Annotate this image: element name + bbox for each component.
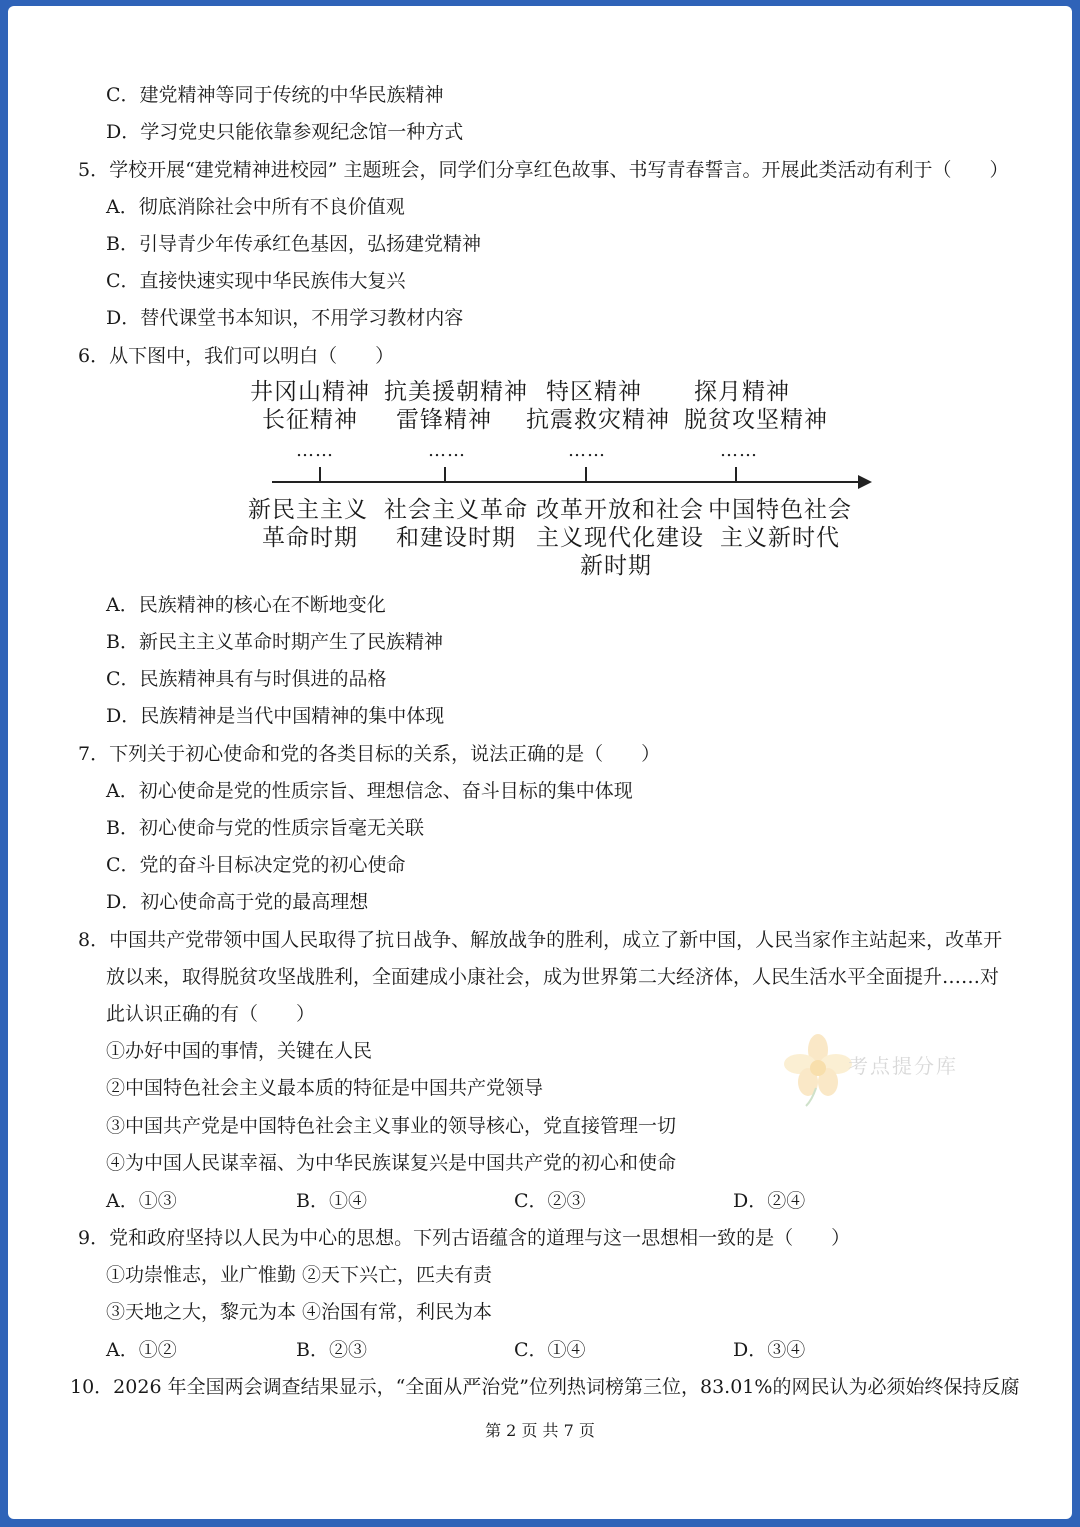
spirit-1-line2: 长征精神 [262, 407, 358, 433]
q5-option-d: D．替代课堂书本知识，不用学习教材内容 [106, 307, 464, 329]
q6-option-a: A．民族精神的核心在不断地变化 [106, 594, 386, 616]
q8-statement-1: ①办好中国的事情，关键在人民 [106, 1040, 373, 1062]
timeline-arrow-icon [858, 475, 872, 489]
q7-stem: 7．下列关于初心使命和党的各类目标的关系，说法正确的是（ ） [78, 743, 661, 765]
q9-statements-1-2: ①功崇惟志，业广惟勤 ②天下兴亡，匹夫有责 [106, 1264, 493, 1286]
q6-option-b: B．新民主主义革命时期产生了民族精神 [106, 631, 443, 653]
q9-option-a: A．①② [106, 1339, 177, 1361]
q8-option-a: A．①③ [106, 1190, 177, 1212]
spirit-2-line2: 雷锋精神 [396, 407, 492, 433]
spirit-4-line1: 探月精神 [694, 379, 790, 405]
q10-stem: 10．2026 年全国两会调查结果显示，“全面从严治党”位列热词榜第三位，83.01%的网民认为必须始终保持反腐 [70, 1376, 1020, 1398]
q7-option-a: A．初心使命是党的性质宗旨、理想信念、奋斗目标的集中体现 [106, 780, 633, 802]
timeline-tick [319, 467, 321, 482]
q7-option-b: B．初心使命与党的性质宗旨毫无关联 [106, 817, 424, 839]
period-2-line1: 社会主义革命 [384, 497, 528, 523]
timeline-tick [585, 467, 587, 482]
q9-statements-3-4: ③天地之大，黎元为本 ④治国有常，利民为本 [106, 1301, 493, 1323]
q5-option-c: C．直接快速实现中华民族伟大复兴 [106, 270, 406, 292]
q6-option-c: C．民族精神具有与时俱进的品格 [106, 668, 387, 690]
period-4-line2: 主义新时代 [720, 525, 840, 551]
q7-option-d: D．初心使命高于党的最高理想 [106, 891, 369, 913]
period-3-line2: 主义现代化建设 [536, 525, 704, 551]
spirit-3-dots: …… [568, 440, 606, 461]
q8-option-d: D．②④ [733, 1190, 806, 1212]
q9-option-b: B．②③ [296, 1339, 367, 1361]
q8-option-c: C．②③ [514, 1190, 586, 1212]
period-3-line1: 改革开放和社会 [536, 497, 704, 523]
period-2-line2: 和建设时期 [396, 525, 516, 551]
q6-stem: 6．从下图中，我们可以明白（ ） [78, 345, 395, 367]
q8-statement-3: ③中国共产党是中国特色社会主义事业的领导核心，党直接管理一切 [106, 1115, 677, 1137]
period-1-line2: 革命时期 [262, 525, 358, 551]
spirit-1-dots: …… [296, 440, 334, 461]
q5-option-a: A．彻底消除社会中所有不良价值观 [106, 196, 405, 218]
q8-statement-4: ④为中国人民谋幸福、为中华民族谋复兴是中国共产党的初心和使命 [106, 1152, 677, 1174]
period-3-line3: 新时期 [580, 553, 652, 579]
spirit-4-dots: …… [720, 440, 758, 461]
q4-option-d: D．学习党史只能依靠参观纪念馆一种方式 [106, 121, 464, 143]
exam-page [8, 6, 1072, 1519]
watermark-logo [778, 1028, 998, 1108]
q9-option-c: C．①④ [514, 1339, 586, 1361]
q8-stem-line3: 此认识正确的有（ ） [106, 1003, 316, 1025]
q4-option-c: C．建党精神等同于传统的中华民族精神 [106, 84, 444, 106]
spirit-timeline-diagram [238, 370, 878, 585]
timeline-axis [272, 481, 862, 483]
q5-option-b: B．引导青少年传承红色基因，弘扬建党精神 [106, 233, 481, 255]
q7-option-c: C．党的奋斗目标决定党的初心使命 [106, 854, 406, 876]
q9-stem: 9．党和政府坚持以人民为中心的思想。下列古语蕴含的道理与这一思想相一致的是（ ） [78, 1227, 851, 1249]
watermark-text: 考点提分库 [848, 1054, 958, 1078]
q8-statement-2: ②中国特色社会主义最本质的特征是中国共产党领导 [106, 1077, 544, 1099]
q8-option-b: B．①④ [296, 1190, 367, 1212]
spirit-3-line1: 特区精神 [546, 379, 642, 405]
spirit-4-line2: 脱贫攻坚精神 [684, 407, 828, 433]
q8-stem-line1: 8．中国共产党带领中国人民取得了抗日战争、解放战争的胜利，成立了新中国，人民当家作主站起来，改革开 [78, 929, 1003, 951]
timeline-tick [444, 467, 446, 482]
period-4-line1: 中国特色社会 [708, 497, 852, 523]
spirit-3-line2: 抗震救灾精神 [526, 407, 670, 433]
page-footer: 第 2 页 共 7 页 [485, 1421, 595, 1440]
spirit-1-line1: 井冈山精神 [250, 379, 370, 405]
q9-option-d: D．③④ [733, 1339, 806, 1361]
spirit-2-dots: …… [428, 440, 466, 461]
flower-icon [778, 1028, 858, 1108]
spirit-2-line1: 抗美援朝精神 [384, 379, 528, 405]
q5-stem: 5．学校开展“建党精神进校园” 主题班会，同学们分享红色故事、书写青春誓言。开展此类活动有利于（ ） [78, 159, 1009, 181]
q8-stem-line2: 放以来，取得脱贫攻坚战胜利，全面建成小康社会，成为世界第二大经济体，人民生活水平全面提升……对 [106, 966, 1000, 988]
period-1-line1: 新民主主义 [248, 497, 368, 523]
q6-option-d: D．民族精神是当代中国精神的集中体现 [106, 705, 445, 727]
timeline-tick [735, 467, 737, 482]
